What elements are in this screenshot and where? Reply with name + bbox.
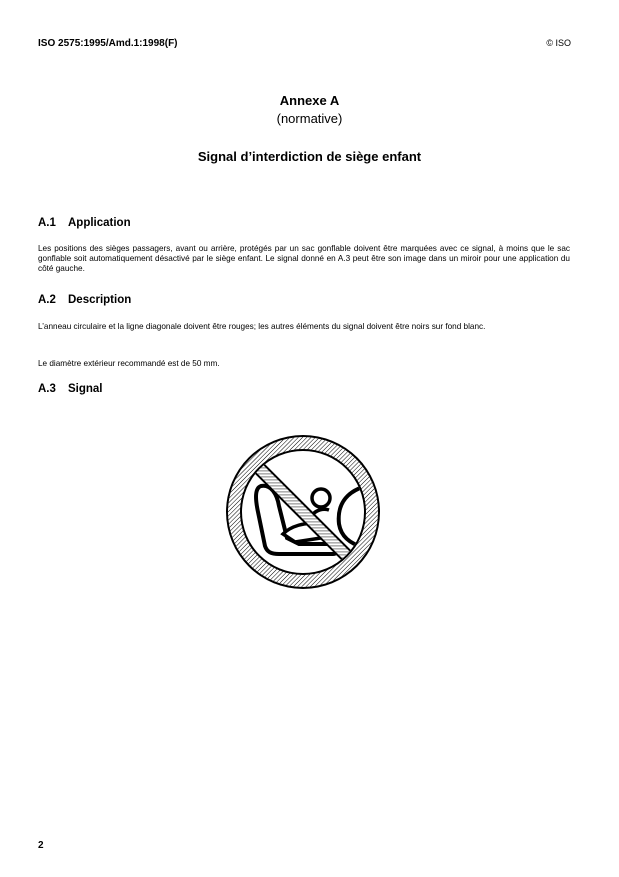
section-heading-description [38, 294, 131, 306]
section-heading-signal [38, 383, 103, 395]
section-number: A.3 [38, 383, 56, 395]
child-seat-prohibition-icon [225, 434, 381, 590]
section-number: A.2 [38, 294, 56, 306]
paragraph-application: Les positions des sièges passagers, avant ou arrière, protégés par un sac gonflable doivent être marquées avec ce signal, à moins que le sac gonflable soit automatiquement désactivé par le siège enfant. Le signal donné en A.3 peut être son image dans un miroir pour une application du côté gauche. [38, 244, 570, 273]
section-title: Signal [68, 383, 103, 395]
annex-title: Annexe A [279, 93, 340, 108]
section-title: Description [68, 294, 132, 306]
page-number: 2 [38, 840, 44, 851]
header-copyright: © ISO [546, 38, 571, 48]
section-title: Application [68, 217, 131, 229]
section-number: A.1 [38, 217, 56, 229]
annex-subtitle: (normative) [276, 111, 343, 126]
paragraph-description-1: L’anneau circulaire et la ligne diagonale doivent être rouges; les autres éléments du signal doivent être noirs sur fond blanc. [38, 322, 486, 331]
section-heading-application [38, 217, 131, 229]
header-doc-id: ISO 2575:1995/Amd.1:1998(F) [38, 38, 178, 49]
document-title: Signal d’interdiction de siège enfant [197, 149, 422, 164]
paragraph-description-2: Le diamètre extérieur recommandé est de 50 mm. [38, 359, 220, 368]
